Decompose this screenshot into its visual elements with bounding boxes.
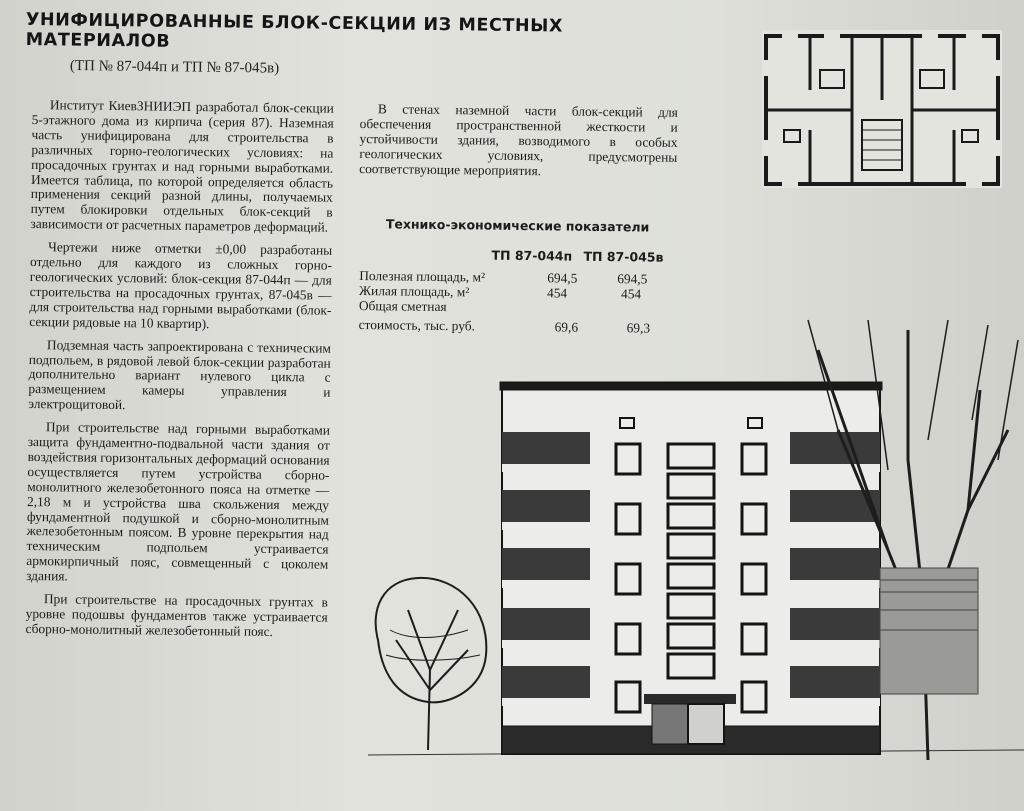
row-value-b: 69,3: [626, 320, 651, 336]
building: [500, 382, 882, 754]
text-column-right: [359, 102, 678, 188]
row-value-b: 454: [620, 286, 642, 302]
row-label: Полезная площадь, м²: [359, 267, 486, 285]
paragraph: При строительстве на просадочных грунтах в уровне подошвы фундаментов также устраивается сборно-монолитный железобетонный пояс.: [25, 591, 328, 639]
column-header-b: ТП 87-045в: [583, 248, 664, 265]
tree-left: [376, 578, 487, 750]
indicators-title: Технико-экономические показатели: [385, 216, 650, 235]
text-column-left: [25, 98, 334, 648]
building-facade-illustration: [368, 310, 1024, 811]
article-subtitle: (ТП № 87-044п и ТП № 87-045в): [69, 58, 280, 77]
row-value-a: 69,6: [554, 319, 579, 335]
paragraph: Институт КиевЗНИИЭП разработал блок-секции 5-этажного дома из кирпича (серия 87). Наземная часть унифицирована для строительства в различных горно-геологических условиях: на просадочных грунтах и над горными выработками. Имеется таблица, по которой определяется область применения секций разной длины, получаемых путем блокировки отдельных блок-секций в зависимости от расчетных параметров деформаций.: [30, 97, 334, 235]
row-value-a: 454: [546, 285, 568, 301]
column-header-a: ТП 87-044п: [491, 247, 573, 264]
background-building: [880, 568, 978, 694]
row-value-a: 694,5: [547, 270, 578, 286]
row-label: Общая сметная: [358, 297, 447, 315]
paragraph: Чертежи ниже отметки ±0,00 разработаны отдельно для каждого из сложных горно-геологических условий: блок-секция 87-044п — для строительства на просадочных грунтах, 87-045в — для строительства над горными выработками (блок-секции рядовые на 10 квартир).: [29, 239, 333, 331]
row-label: Жилая площадь, м²: [358, 282, 470, 300]
floor-plan-drawing: [762, 30, 1002, 188]
row-label: стоимость, тыс. руб.: [358, 316, 476, 334]
row-value-b: 694,5: [617, 271, 648, 287]
paragraph: В стенах наземной части блок-секций для обеспечения пространственной жесткости и устойчивости здания, возводимого в особых геологических условиях, предусмотрены соответствующие мероприятия.: [359, 101, 678, 178]
paragraph: Подземная часть запроектирована с техническим подпольем, в рядовой левой блок-секции разработан дополнительно вариант нулевого цикла с размещением камеры управления и электрощитовой.: [28, 336, 332, 413]
article-title: УНИФИЦИРОВАННЫЕ БЛОК-СЕКЦИИ ИЗ МЕСТНЫХ МАТЕРИАЛОВ: [25, 10, 564, 52]
paragraph: При строительстве над горными выработками защита фундаментно-подвальной части здания от воздействия горизонтальных деформаций основания осуществляется путем устройства сборно-монолитного железобетонного пояса на отметке —2,18 м и устройства шва скольжения между фундаментной подушкой и сборно-монолитным железобетонным поясом. В уровне перекрытия над техническим подпольем устраивается армокирпичный пояс, совмещенный с цоколем здания.: [26, 419, 331, 584]
